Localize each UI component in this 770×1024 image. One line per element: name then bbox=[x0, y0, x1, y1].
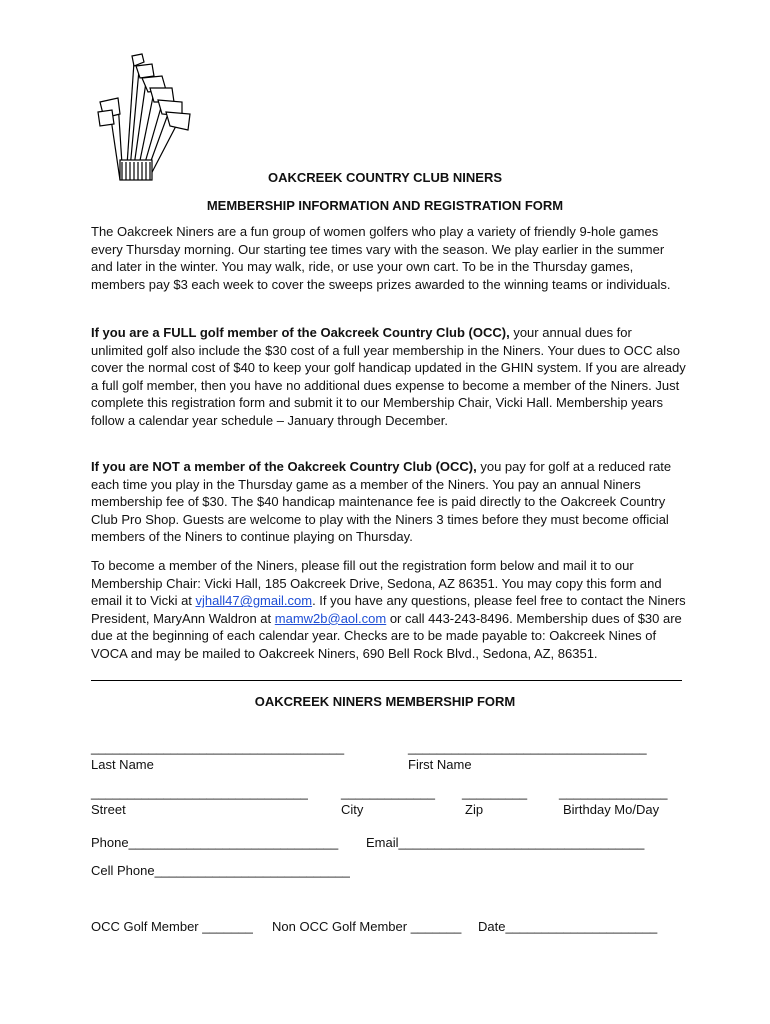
full-member-paragraph bbox=[91, 324, 686, 430]
occ-member-field[interactable]: OCC Golf Member _______ bbox=[91, 919, 253, 934]
golf-clubs-logo bbox=[96, 52, 196, 182]
street-field[interactable]: ______________________________ bbox=[91, 785, 308, 800]
non-member-text: you pay for golf at a reduced rate each time you play in the Thursday game as a member of the Niners. You pay an annual Niners membership fee of $30. The $40 handicap maintenance fee is paid directly to the Oakcreek Country Club Pro Shop. Guests are welcome to play with the Niners 3 times before they must become official members of the Niners to continue playing on Thursday. bbox=[91, 459, 672, 545]
birthday-field[interactable]: _______________ bbox=[559, 785, 668, 800]
join-paragraph bbox=[91, 557, 686, 663]
zip-field[interactable]: _________ bbox=[462, 785, 528, 800]
phone-field[interactable]: Phone_____________________________ bbox=[91, 835, 339, 850]
first-name-field[interactable]: _________________________________ bbox=[408, 740, 647, 755]
vicki-email-link[interactable]: vjhall47@gmail.com bbox=[195, 593, 313, 609]
section-divider bbox=[91, 680, 682, 681]
page-subtitle: MEMBERSHIP INFORMATION AND REGISTRATION FORM bbox=[206, 198, 564, 213]
non-member-lead: If you are NOT a member of the Oakcreek Country Club (OCC), bbox=[91, 459, 477, 474]
page-title: OAKCREEK COUNTRY CLUB NINERS bbox=[267, 170, 502, 185]
join-text-2: . If you have any questions, please feel free to contact the Niners President, MaryAnn Waldron at bbox=[91, 593, 686, 626]
zip-label: Zip bbox=[465, 802, 484, 817]
president-email-link[interactable]: mamw2b@aol.com bbox=[274, 610, 387, 626]
join-text-3: or call 443-243-8496. Membership dues of $30 are due at the beginning of each calendar year. Checks are to be made payable to: Oakcreek Nines of VOCA and may be mailed to Oakcreek Niners, 690 Bell Rock Blvd., Sedona, AZ, 86351. bbox=[91, 610, 682, 661]
non-occ-member-field[interactable]: Non OCC Golf Member _______ bbox=[272, 919, 462, 934]
date-field[interactable]: Date_____________________ bbox=[478, 919, 658, 934]
form-title: OAKCREEK NINERS MEMBERSHIP FORM bbox=[254, 694, 516, 709]
join-text-1: To become a member of the Niners, please fill out the registration form below and mail it to our Membership Chair: Vicki Hall, 185 Oakcreek Drive, Sedona, AZ 86351. You may copy this form and email it to Vicki at bbox=[91, 558, 662, 609]
full-member-text: your annual dues for unlimited golf also include the $30 cost of a full year membership in the Niners. Your dues to OCC also cover the normal cost of $40 to keep your golf handicap updated in the GHIN system. If you are already a full golf member, then you have no additional dues expense to become a member of the Niners. Just complete this registration form and submit it to our Membership Chair, Vicki Hall. Membership years follow a calendar year schedule – January through December. bbox=[91, 325, 686, 428]
birthday-label: Birthday Mo/Day bbox=[563, 802, 660, 817]
non-member-paragraph bbox=[91, 458, 686, 546]
last-name-field[interactable]: ___________________________________ bbox=[91, 740, 345, 755]
full-member-lead: If you are a FULL golf member of the Oakcreek Country Club (OCC), bbox=[91, 325, 510, 340]
street-label: Street bbox=[91, 802, 126, 817]
city-label: City bbox=[341, 802, 364, 817]
email-field[interactable]: Email__________________________________ bbox=[366, 835, 645, 850]
last-name-label: Last Name bbox=[91, 757, 154, 772]
cell-phone-field[interactable]: Cell Phone___________________________ bbox=[91, 863, 350, 878]
intro-paragraph: The Oakcreek Niners are a fun group of women golfers who play a variety of friendly 9-hole games every Thursday morning. Our starting tee times vary with the season. We play earlier in the summer and later in the winter. You may walk, ride, or use your own cart. To be in the Thursday games, members pay $3 each week to cover the sweeps prizes awarded to the winning teams or individuals. bbox=[91, 224, 671, 292]
city-field[interactable]: _____________ bbox=[341, 785, 435, 800]
first-name-label: First Name bbox=[408, 757, 472, 772]
